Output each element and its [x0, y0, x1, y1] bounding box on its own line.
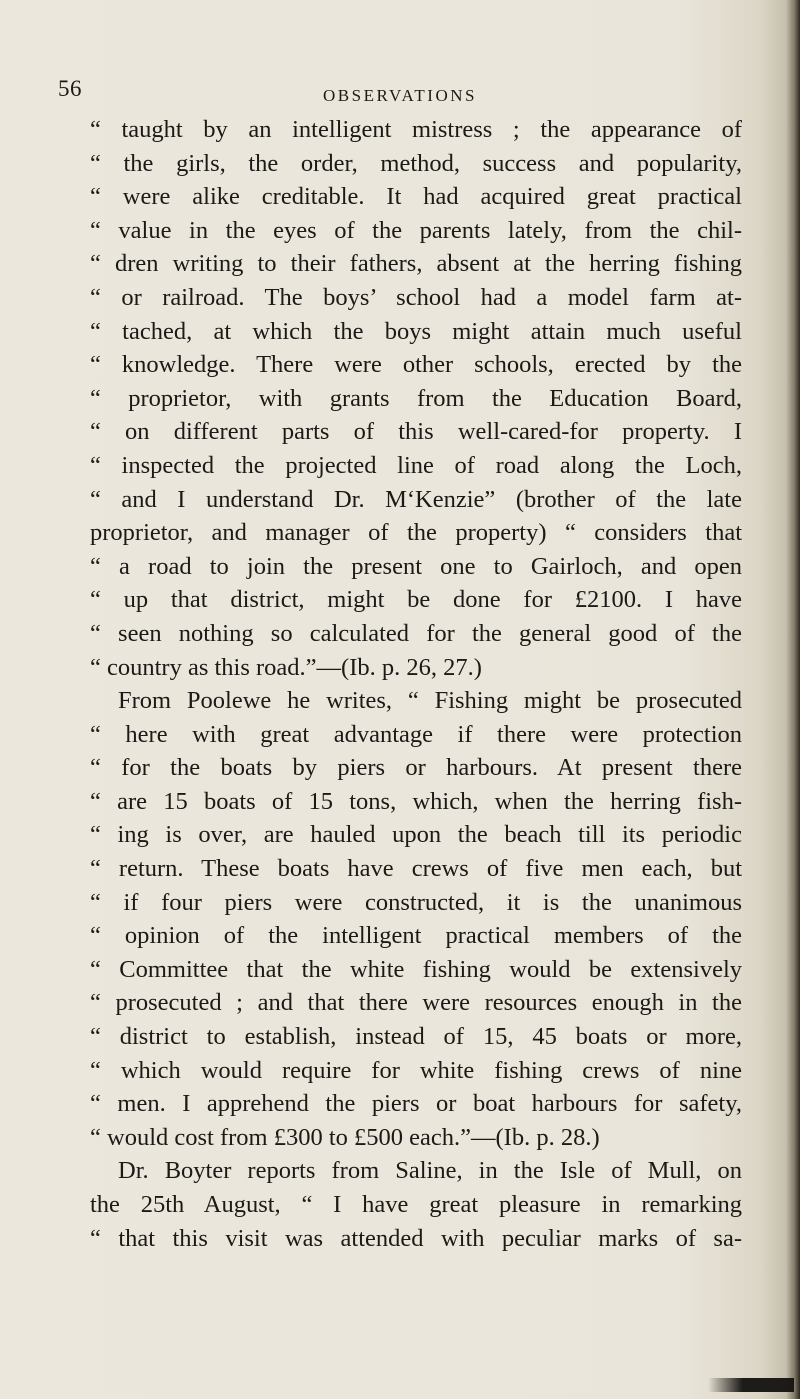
text-line: “ prosecuted ; and that there were resources enough in the [90, 989, 742, 1017]
text-line: “ seen nothing so calculated for the general good of the [90, 619, 742, 647]
text-line: “ district to establish, instead of 15, 45 boats or more, [90, 1023, 742, 1051]
text-line: “ which would require for white fishing crews of nine [90, 1056, 742, 1084]
text-line: “ Committee that the white fishing would be extensively [90, 955, 742, 983]
body-text [90, 113, 742, 1255]
text-line: “ that this visit was attended with peculiar marks of sa- [90, 1224, 742, 1252]
text-line: “ opinion of the intelligent practical members of the [90, 922, 742, 950]
text-line: “ dren writing to their fathers, absent at the herring fishing [90, 250, 742, 278]
text-line: “ a road to join the present one to Gairloch, and open [90, 552, 742, 580]
text-line: “ proprietor, with grants from the Education Board, [90, 384, 742, 412]
text-line: “ would cost from £300 to £500 each.”—(Ib. p. 28.) [90, 1123, 600, 1151]
text-line: “ return. These boats have crews of five men each, but [90, 855, 742, 883]
page-header [58, 76, 742, 110]
text-line: “ taught by an intelligent mistress ; the appearance of [90, 116, 742, 143]
text-line: “ are 15 boats of 15 tons, which, when the herring fish- [90, 787, 742, 815]
text-line: “ here with great advantage if there were protection [90, 720, 742, 748]
page-number: 56 [58, 76, 82, 101]
text-line: “ inspected the projected line of road along the Loch, [90, 451, 742, 479]
text-line: “ were alike creditable. It had acquired great practical [90, 183, 742, 211]
text-line: “ and I understand Dr. M‘Kenzie” (brother of the late [90, 485, 742, 513]
text-line: “ country as this road.”—(Ib. p. 26, 27.) [90, 653, 482, 681]
running-head: OBSERVATIONS [323, 86, 477, 105]
page-edge-shadow [786, 0, 800, 1399]
text-line: “ the girls, the order, method, success and popularity, [90, 149, 742, 177]
text-line: From Poolewe he writes, “ Fishing might be prosecuted [118, 687, 742, 715]
text-line: “ if four piers were constructed, it is the unanimous [90, 888, 742, 916]
text-line: “ or railroad. The boys’ school had a model farm at- [90, 283, 742, 311]
text-line: “ knowledge. There were other schools, erected by the [90, 351, 742, 379]
text-line: proprietor, and manager of the property) “ considers that [90, 519, 742, 547]
text-line: “ men. I apprehend the piers or boat harbours for safety, [90, 1090, 742, 1118]
text-line: “ value in the eyes of the parents lately, from the chil- [90, 216, 742, 244]
bottom-edge-mark [708, 1378, 794, 1392]
text-line: “ ing is over, are hauled upon the beach till its periodic [90, 821, 742, 849]
text-line: “ up that district, might be done for £2100. I have [90, 586, 742, 614]
text-line: the 25th August, “ I have great pleasure in remarking [90, 1191, 742, 1218]
text-line: Dr. Boyter reports from Saline, in the Isle of Mull, on [118, 1157, 742, 1185]
text-line: “ on different parts of this well-cared-for property. I [90, 418, 742, 446]
text-line: “ for the boats by piers or harbours. At present there [90, 754, 742, 782]
text-line: “ tached, at which the boys might attain much useful [90, 317, 742, 345]
